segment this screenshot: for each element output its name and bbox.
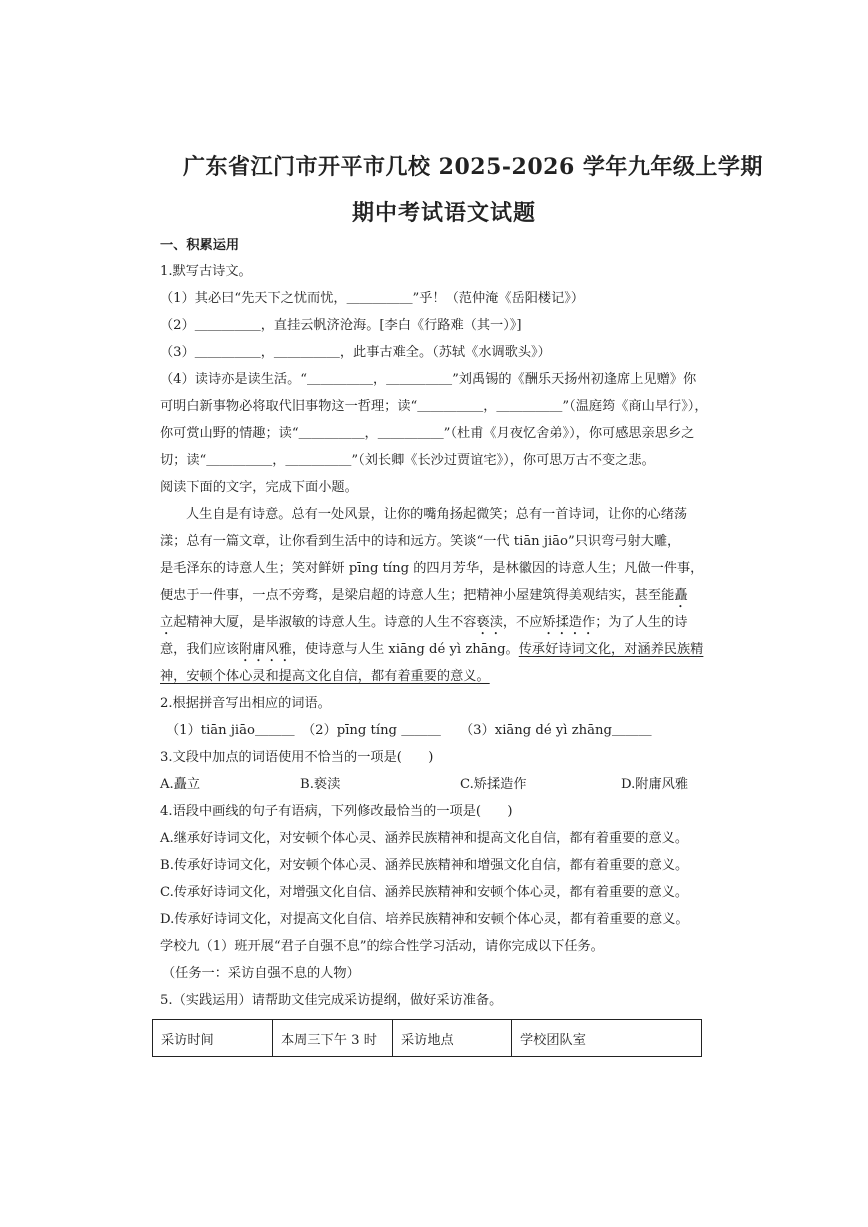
q1-part4-line2: 可明白新事物必将取代旧事物这一哲理；读“＿＿＿＿＿，＿＿＿＿＿”（温庭筠《商山早行》）， xyxy=(160,399,708,414)
passage-line1: 人生自是有诗意。总有一处风景，让你的嘴角扬起微笑；总有一首诗词，让你的心绪荡 xyxy=(186,507,688,522)
passage-line3: 是毛泽东的诗意人生；笑对鲜妍 pīng tíng 的四月芳华，是林徽因的诗意人生；凡做一件事， xyxy=(160,561,704,576)
table-cell: 本周三下午 3 时 xyxy=(273,1020,393,1057)
q3-option-d: D.附庸风雅 xyxy=(621,777,689,792)
q2-blank1: （1）tiān jiāo＿＿＿ xyxy=(166,723,295,738)
q1-part4-line1: （4）读诗亦是读生活。“＿＿＿＿＿，＿＿＿＿＿”刘禹锡的《酬乐天扬州初逢席上见赠》你 xyxy=(160,372,697,387)
dotted-word: 矗 xyxy=(674,588,688,603)
activity-intro: 学校九（1）班开展“君子自强不息”的综合性学习活动，请你完成以下任务。 xyxy=(160,939,604,954)
q4-option-a: A.继承好诗词文化，对安顿个体心灵、涵养民族精神和提高文化自信，都有着重要的意义。 xyxy=(160,831,689,846)
exam-title-line1: 广东省江门市开平市几校 2025-2026 学年九年级上学期 xyxy=(183,154,763,180)
section-heading: 一、积累运用 xyxy=(160,238,240,253)
passage-line4: 便忠于一件事，一点不旁骛，是梁启超的诗意人生；把精神小屋建筑得美观结实，甚至能矗 xyxy=(160,588,688,603)
dotted-word: 亵渎 xyxy=(476,615,503,630)
reading-intro: 阅读下面的文字，完成下面小题。 xyxy=(160,480,358,495)
dotted-word: 矫揉造作 xyxy=(542,615,596,630)
underlined-sentence: 神，安顿个体心灵和提高文化自信，都有着重要的意义。 xyxy=(160,669,490,684)
q1-part4-line4: 切；读“＿＿＿＿＿，＿＿＿＿＿”（刘长卿《长沙过贾谊宅》），你可思万古不变之悲。 xyxy=(160,453,655,468)
q4-stem: 4.语段中画线的句子有语病，下列修改最恰当的一项是( ) xyxy=(160,804,513,819)
q1-part2: （2）＿＿＿＿＿，直挂云帆济沧海。[李白《行路难（其一）》] xyxy=(160,318,522,333)
table-cell: 采访时间 xyxy=(153,1020,273,1057)
passage-line7 xyxy=(160,667,490,687)
q1-stem: 1.默写古诗文。 xyxy=(160,264,252,279)
passage-line5: 立起精神大厦，是毕淑敏的诗意人生。诗意的人生不容亵渎，不应矫揉造作；为了人生的诗 xyxy=(160,615,688,630)
q3-option-a: A.矗立 xyxy=(160,777,201,792)
q3-stem: 3.文段中加点的词语使用不恰当的一项是( ) xyxy=(160,750,434,765)
table-row xyxy=(153,1020,702,1057)
interview-table xyxy=(152,1019,702,1057)
q3-option-c: C.矫揉造作 xyxy=(460,777,527,792)
q4-option-d: D.传承好诗词文化，对提高文化自信、培养民族精神和安顿个体心灵，都有着重要的意义。 xyxy=(160,912,689,927)
table-cell: 采访地点 xyxy=(393,1020,512,1057)
q3-option-b: B.亵渎 xyxy=(300,777,341,792)
q2-blank2: （2）pīng tíng ＿＿＿ xyxy=(302,723,441,738)
q2-blank3: （3）xiāng dé yì zhāng＿＿＿ xyxy=(460,723,652,738)
task-one-label: （任务一：采访自强不息的人物） xyxy=(162,966,360,981)
q2-stem: 2.根据拼音写出相应的词语。 xyxy=(160,696,331,711)
q4-option-b: B.传承好诗词文化，对安顿个体心灵、涵养民族精神和增强文化自信，都有着重要的意义。 xyxy=(160,858,689,873)
dotted-word: 立 xyxy=(160,615,174,630)
q4-option-c: C.传承好诗词文化，对增强文化自信、涵养民族精神和安顿个体心灵，都有着重要的意义。 xyxy=(160,885,689,900)
exam-title-line2: 期中考试语文试题 xyxy=(352,200,537,226)
passage-line6: 意，我们应该附庸风雅，使诗意与人生 xiāng dé yì zhāng。传承好诗词文化，对涵养民族精 xyxy=(160,642,704,657)
q1-part1: （1）其必曰“先天下之忧而忧，＿＿＿＿＿”乎！（范仲淹《岳阳楼记》） xyxy=(160,291,585,306)
underlined-sentence: 传承好诗词文化，对涵养民族精 xyxy=(518,642,704,657)
dotted-word: 附庸风雅 xyxy=(239,642,292,657)
q5-stem: 5.（实践运用）请帮助文佳完成采访提纲，做好采访准备。 xyxy=(160,993,503,1008)
q1-part3: （3）＿＿＿＿＿，＿＿＿＿＿，此事古难全。（苏轼《水调歌头》） xyxy=(160,345,551,360)
passage-line2: 漾；总有一篇文章，让你看到生活中的诗和远方。笑谈“一代 tiān jiāo”只识弯弓射大雕， xyxy=(160,534,681,549)
table-cell: 学校团队室 xyxy=(512,1020,702,1057)
q1-part4-line3: 你可赏山野的情趣；读“＿＿＿＿＿，＿＿＿＿＿”（杜甫《月夜忆舍弟》），你可感思亲思乡之 xyxy=(160,426,695,441)
